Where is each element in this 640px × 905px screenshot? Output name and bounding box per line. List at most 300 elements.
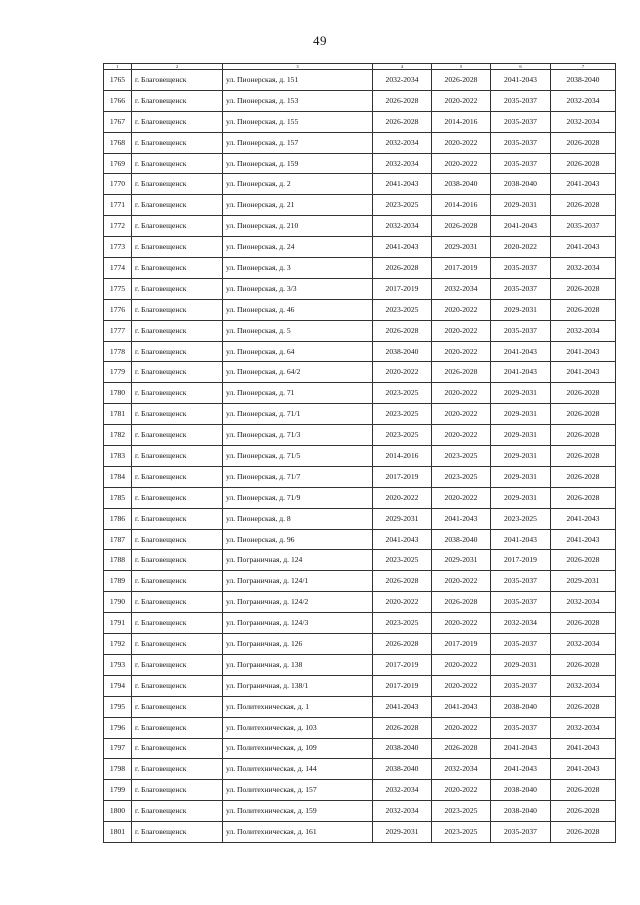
- period-cell-col6: 2038-2040: [491, 696, 551, 717]
- period-cell-col4: 2032-2034: [373, 70, 432, 91]
- period-cell-col5: 2020-2022: [432, 153, 491, 174]
- row-number-cell: 1797: [104, 738, 132, 759]
- table-row: [104, 132, 616, 153]
- row-number-cell: 1801: [104, 822, 132, 843]
- period-cell-col5: 2020-2022: [432, 654, 491, 675]
- table-row: [104, 508, 616, 529]
- row-number-cell: 1778: [104, 341, 132, 362]
- period-cell-col4: 2023-2025: [373, 383, 432, 404]
- period-cell-col6: 2041-2043: [491, 759, 551, 780]
- period-cell-col6: 2035-2037: [491, 675, 551, 696]
- city-cell: г. Благовещенск: [132, 425, 223, 446]
- city-cell: г. Благовещенск: [132, 822, 223, 843]
- period-cell-col7: 2032-2034: [551, 90, 616, 111]
- period-cell-col5: 2020-2022: [432, 675, 491, 696]
- city-cell: г. Благовещенск: [132, 654, 223, 675]
- period-cell-col7: 2026-2028: [551, 299, 616, 320]
- period-cell-col6: 2035-2037: [491, 153, 551, 174]
- city-cell: г. Благовещенск: [132, 153, 223, 174]
- period-cell-col4: 2026-2028: [373, 258, 432, 279]
- city-cell: г. Благовещенск: [132, 216, 223, 237]
- housing-register-table: [103, 63, 616, 843]
- city-cell: г. Благовещенск: [132, 237, 223, 258]
- address-cell: ул. Пограничная, д. 124/1: [223, 571, 373, 592]
- period-cell-col5: 2020-2022: [432, 780, 491, 801]
- city-cell: г. Благовещенск: [132, 132, 223, 153]
- period-cell-col6: 2035-2037: [491, 822, 551, 843]
- period-cell-col7: 2032-2034: [551, 717, 616, 738]
- period-cell-col4: 2032-2034: [373, 216, 432, 237]
- address-cell: ул. Пограничная, д. 124: [223, 550, 373, 571]
- city-cell: г. Благовещенск: [132, 195, 223, 216]
- column-number-cell: 3: [223, 64, 373, 70]
- row-number-cell: 1773: [104, 237, 132, 258]
- period-cell-col4: 2017-2019: [373, 654, 432, 675]
- row-number-cell: 1772: [104, 216, 132, 237]
- table-row: [104, 320, 616, 341]
- period-cell-col6: 2041-2043: [491, 362, 551, 383]
- row-number-cell: 1792: [104, 634, 132, 655]
- address-cell: ул. Пионерская, д. 71/9: [223, 487, 373, 508]
- address-cell: ул. Политехническая, д. 1: [223, 696, 373, 717]
- period-cell-col6: 2035-2037: [491, 278, 551, 299]
- city-cell: г. Благовещенск: [132, 446, 223, 467]
- period-cell-col6: 2035-2037: [491, 90, 551, 111]
- period-cell-col7: 2026-2028: [551, 801, 616, 822]
- row-number-cell: 1796: [104, 717, 132, 738]
- table-row: [104, 487, 616, 508]
- period-cell-col7: 2026-2028: [551, 132, 616, 153]
- period-cell-col7: 2026-2028: [551, 654, 616, 675]
- city-cell: г. Благовещенск: [132, 717, 223, 738]
- city-cell: г. Благовещенск: [132, 801, 223, 822]
- period-cell-col7: 2026-2028: [551, 487, 616, 508]
- period-cell-col6: 2041-2043: [491, 529, 551, 550]
- period-cell-col4: 2026-2028: [373, 111, 432, 132]
- row-number-cell: 1784: [104, 466, 132, 487]
- table-row: [104, 738, 616, 759]
- address-cell: ул. Пионерская, д. 5: [223, 320, 373, 341]
- period-cell-col5: 2041-2043: [432, 508, 491, 529]
- city-cell: г. Благовещенск: [132, 508, 223, 529]
- table-row: [104, 383, 616, 404]
- period-cell-col5: 2020-2022: [432, 90, 491, 111]
- address-cell: ул. Пионерская, д. 71/5: [223, 446, 373, 467]
- period-cell-col4: 2029-2031: [373, 508, 432, 529]
- address-cell: ул. Пионерская, д. 71/3: [223, 425, 373, 446]
- period-cell-col5: 2026-2028: [432, 592, 491, 613]
- period-cell-col7: 2026-2028: [551, 383, 616, 404]
- row-number-cell: 1795: [104, 696, 132, 717]
- period-cell-col4: 2026-2028: [373, 571, 432, 592]
- period-cell-col6: 2029-2031: [491, 654, 551, 675]
- period-cell-col5: 2038-2040: [432, 529, 491, 550]
- address-cell: ул. Пионерская, д. 71/7: [223, 466, 373, 487]
- row-number-cell: 1783: [104, 446, 132, 467]
- period-cell-col4: 2020-2022: [373, 362, 432, 383]
- table-row: [104, 654, 616, 675]
- period-cell-col4: 2041-2043: [373, 174, 432, 195]
- row-number-cell: 1774: [104, 258, 132, 279]
- address-cell: ул. Пионерская, д. 157: [223, 132, 373, 153]
- period-cell-col6: 2041-2043: [491, 216, 551, 237]
- table-row: [104, 529, 616, 550]
- period-cell-col4: 2023-2025: [373, 550, 432, 571]
- period-cell-col6: 2032-2034: [491, 613, 551, 634]
- period-cell-col4: 2029-2031: [373, 822, 432, 843]
- row-number-cell: 1766: [104, 90, 132, 111]
- period-cell-col7: 2026-2028: [551, 404, 616, 425]
- period-cell-col5: 2017-2019: [432, 258, 491, 279]
- period-cell-col5: 2032-2034: [432, 278, 491, 299]
- period-cell-col7: 2041-2043: [551, 759, 616, 780]
- column-number-cell: 7: [551, 64, 616, 70]
- period-cell-col5: 2020-2022: [432, 717, 491, 738]
- table-row: [104, 216, 616, 237]
- period-cell-col6: 2035-2037: [491, 634, 551, 655]
- period-cell-col7: 2032-2034: [551, 111, 616, 132]
- table-row: [104, 696, 616, 717]
- period-cell-col6: 2029-2031: [491, 404, 551, 425]
- period-cell-col6: 2035-2037: [491, 132, 551, 153]
- period-cell-col7: 2038-2040: [551, 70, 616, 91]
- table-row: [104, 237, 616, 258]
- period-cell-col6: 2035-2037: [491, 592, 551, 613]
- period-cell-col4: 2017-2019: [373, 278, 432, 299]
- address-cell: ул. Пионерская, д. 96: [223, 529, 373, 550]
- period-cell-col6: 2017-2019: [491, 550, 551, 571]
- address-cell: ул. Пионерская, д. 71/1: [223, 404, 373, 425]
- period-cell-col6: 2029-2031: [491, 446, 551, 467]
- row-number-cell: 1793: [104, 654, 132, 675]
- period-cell-col5: 2026-2028: [432, 70, 491, 91]
- city-cell: г. Благовещенск: [132, 90, 223, 111]
- row-number-cell: 1786: [104, 508, 132, 529]
- table-row: [104, 258, 616, 279]
- city-cell: г. Благовещенск: [132, 111, 223, 132]
- city-cell: г. Благовещенск: [132, 258, 223, 279]
- period-cell-col7: 2026-2028: [551, 278, 616, 299]
- period-cell-col7: 2041-2043: [551, 174, 616, 195]
- period-cell-col4: 2023-2025: [373, 613, 432, 634]
- address-cell: ул. Пионерская, д. 71: [223, 383, 373, 404]
- city-cell: г. Благовещенск: [132, 362, 223, 383]
- page-number: 49: [313, 33, 327, 48]
- period-cell-col6: 2029-2031: [491, 195, 551, 216]
- period-cell-col5: 2032-2034: [432, 759, 491, 780]
- city-cell: г. Благовещенск: [132, 696, 223, 717]
- period-cell-col5: 2020-2022: [432, 613, 491, 634]
- table-row: [104, 550, 616, 571]
- row-number-cell: 1782: [104, 425, 132, 446]
- period-cell-col6: 2029-2031: [491, 299, 551, 320]
- period-cell-col4: 2017-2019: [373, 466, 432, 487]
- period-cell-col5: 2020-2022: [432, 487, 491, 508]
- table-row: [104, 153, 616, 174]
- row-number-cell: 1769: [104, 153, 132, 174]
- period-cell-col5: 2020-2022: [432, 132, 491, 153]
- period-cell-col7: 2026-2028: [551, 696, 616, 717]
- period-cell-col7: 2041-2043: [551, 529, 616, 550]
- table-row: [104, 675, 616, 696]
- period-cell-col7: 2032-2034: [551, 592, 616, 613]
- city-cell: г. Благовещенск: [132, 675, 223, 696]
- city-cell: г. Благовещенск: [132, 299, 223, 320]
- row-number-cell: 1787: [104, 529, 132, 550]
- city-cell: г. Благовещенск: [132, 487, 223, 508]
- city-cell: г. Благовещенск: [132, 278, 223, 299]
- table-row: [104, 404, 616, 425]
- period-cell-col7: 2026-2028: [551, 780, 616, 801]
- city-cell: г. Благовещенск: [132, 592, 223, 613]
- table-row: [104, 111, 616, 132]
- column-number-cell: 5: [432, 64, 491, 70]
- table-row: [104, 571, 616, 592]
- period-cell-col7: 2032-2034: [551, 675, 616, 696]
- table-row: [104, 425, 616, 446]
- column-number-cell: 2: [132, 64, 223, 70]
- address-cell: ул. Пионерская, д. 24: [223, 237, 373, 258]
- period-cell-col7: 2026-2028: [551, 822, 616, 843]
- period-cell-col7: 2026-2028: [551, 425, 616, 446]
- city-cell: г. Благовещенск: [132, 320, 223, 341]
- period-cell-col6: 2035-2037: [491, 320, 551, 341]
- period-cell-col5: 2020-2022: [432, 383, 491, 404]
- period-cell-col7: 2032-2034: [551, 320, 616, 341]
- period-cell-col7: 2026-2028: [551, 613, 616, 634]
- period-cell-col4: 2032-2034: [373, 153, 432, 174]
- city-cell: г. Благовещенск: [132, 738, 223, 759]
- period-cell-col4: 2023-2025: [373, 195, 432, 216]
- period-cell-col5: 2017-2019: [432, 634, 491, 655]
- address-cell: ул. Политехническая, д. 161: [223, 822, 373, 843]
- period-cell-col5: 2026-2028: [432, 362, 491, 383]
- row-number-cell: 1785: [104, 487, 132, 508]
- address-cell: ул. Политехническая, д. 157: [223, 780, 373, 801]
- row-number-cell: 1771: [104, 195, 132, 216]
- period-cell-col7: 2041-2043: [551, 508, 616, 529]
- table-row: [104, 70, 616, 91]
- row-number-cell: 1779: [104, 362, 132, 383]
- period-cell-col5: 2020-2022: [432, 320, 491, 341]
- period-cell-col4: 2026-2028: [373, 634, 432, 655]
- period-cell-col7: 2035-2037: [551, 216, 616, 237]
- period-cell-col6: 2041-2043: [491, 341, 551, 362]
- address-cell: ул. Пионерская, д. 46: [223, 299, 373, 320]
- period-cell-col7: 2041-2043: [551, 237, 616, 258]
- period-cell-col5: 2014-2016: [432, 111, 491, 132]
- period-cell-col4: 2041-2043: [373, 696, 432, 717]
- row-number-cell: 1791: [104, 613, 132, 634]
- period-cell-col6: 2035-2037: [491, 111, 551, 132]
- period-cell-col5: 2023-2025: [432, 822, 491, 843]
- row-number-cell: 1800: [104, 801, 132, 822]
- period-cell-col4: 2023-2025: [373, 299, 432, 320]
- period-cell-col4: 2014-2016: [373, 446, 432, 467]
- row-number-cell: 1794: [104, 675, 132, 696]
- address-cell: ул. Пограничная, д. 138: [223, 654, 373, 675]
- row-number-cell: 1789: [104, 571, 132, 592]
- period-cell-col5: 2020-2022: [432, 299, 491, 320]
- table-row: [104, 634, 616, 655]
- period-cell-col6: 2020-2022: [491, 237, 551, 258]
- table-row: [104, 759, 616, 780]
- table-row: [104, 822, 616, 843]
- period-cell-col4: 2023-2025: [373, 425, 432, 446]
- period-cell-col5: 2038-2040: [432, 174, 491, 195]
- table-row: [104, 801, 616, 822]
- period-cell-col6: 2029-2031: [491, 487, 551, 508]
- period-cell-col7: 2026-2028: [551, 153, 616, 174]
- city-cell: г. Благовещенск: [132, 571, 223, 592]
- period-cell-col6: 2041-2043: [491, 70, 551, 91]
- row-number-cell: 1781: [104, 404, 132, 425]
- period-cell-col4: 2026-2028: [373, 717, 432, 738]
- period-cell-col4: 2038-2040: [373, 738, 432, 759]
- period-cell-col4: 2017-2019: [373, 675, 432, 696]
- row-number-cell: 1775: [104, 278, 132, 299]
- row-number-cell: 1776: [104, 299, 132, 320]
- period-cell-col4: 2023-2025: [373, 404, 432, 425]
- period-cell-col6: 2038-2040: [491, 801, 551, 822]
- table-row: [104, 592, 616, 613]
- row-number-cell: 1788: [104, 550, 132, 571]
- city-cell: г. Благовещенск: [132, 70, 223, 91]
- table-row: [104, 446, 616, 467]
- table-row: [104, 466, 616, 487]
- address-cell: ул. Пограничная, д. 126: [223, 634, 373, 655]
- period-cell-col5: 2020-2022: [432, 341, 491, 362]
- period-cell-col6: 2035-2037: [491, 717, 551, 738]
- period-cell-col6: 2038-2040: [491, 174, 551, 195]
- period-cell-col6: 2023-2025: [491, 508, 551, 529]
- period-cell-col7: 2032-2034: [551, 634, 616, 655]
- period-cell-col5: 2029-2031: [432, 237, 491, 258]
- period-cell-col4: 2038-2040: [373, 759, 432, 780]
- city-cell: г. Благовещенск: [132, 529, 223, 550]
- table-row: [104, 174, 616, 195]
- period-cell-col5: 2041-2043: [432, 696, 491, 717]
- period-cell-col4: 2041-2043: [373, 237, 432, 258]
- address-cell: ул. Политехническая, д. 159: [223, 801, 373, 822]
- row-number-cell: 1790: [104, 592, 132, 613]
- city-cell: г. Благовещенск: [132, 174, 223, 195]
- address-cell: ул. Пионерская, д. 3: [223, 258, 373, 279]
- city-cell: г. Благовещенск: [132, 780, 223, 801]
- column-number-cell: 4: [373, 64, 432, 70]
- address-cell: ул. Политехническая, д. 103: [223, 717, 373, 738]
- address-cell: ул. Пограничная, д. 138/1: [223, 675, 373, 696]
- row-number-cell: 1780: [104, 383, 132, 404]
- row-number-cell: 1799: [104, 780, 132, 801]
- period-cell-col7: 2032-2034: [551, 258, 616, 279]
- period-cell-col4: 2038-2040: [373, 341, 432, 362]
- address-cell: ул. Политехническая, д. 144: [223, 759, 373, 780]
- period-cell-col7: 2026-2028: [551, 550, 616, 571]
- address-cell: ул. Пионерская, д. 64: [223, 341, 373, 362]
- address-cell: ул. Пионерская, д. 159: [223, 153, 373, 174]
- address-cell: ул. Политехническая, д. 109: [223, 738, 373, 759]
- address-cell: ул. Пионерская, д. 155: [223, 111, 373, 132]
- city-cell: г. Благовещенск: [132, 613, 223, 634]
- period-cell-col6: 2035-2037: [491, 258, 551, 279]
- period-cell-col6: 2029-2031: [491, 425, 551, 446]
- city-cell: г. Благовещенск: [132, 466, 223, 487]
- table-row: [104, 780, 616, 801]
- period-cell-col4: 2032-2034: [373, 132, 432, 153]
- row-number-cell: 1770: [104, 174, 132, 195]
- address-cell: ул. Пионерская, д. 8: [223, 508, 373, 529]
- row-number-cell: 1768: [104, 132, 132, 153]
- period-cell-col5: 2023-2025: [432, 446, 491, 467]
- period-cell-col4: 2026-2028: [373, 90, 432, 111]
- address-cell: ул. Пионерская, д. 64/2: [223, 362, 373, 383]
- city-cell: г. Благовещенск: [132, 341, 223, 362]
- row-number-cell: 1798: [104, 759, 132, 780]
- period-cell-col6: 2038-2040: [491, 780, 551, 801]
- period-cell-col7: 2026-2028: [551, 446, 616, 467]
- period-cell-col5: 2029-2031: [432, 550, 491, 571]
- table-row: [104, 299, 616, 320]
- period-cell-col4: 2041-2043: [373, 529, 432, 550]
- period-cell-col5: 2020-2022: [432, 571, 491, 592]
- period-cell-col4: 2020-2022: [373, 592, 432, 613]
- table-row: [104, 613, 616, 634]
- table-row: [104, 362, 616, 383]
- table-row: [104, 278, 616, 299]
- period-cell-col4: 2032-2034: [373, 801, 432, 822]
- period-cell-col7: 2029-2031: [551, 571, 616, 592]
- period-cell-col4: 2020-2022: [373, 487, 432, 508]
- period-cell-col7: 2026-2028: [551, 195, 616, 216]
- address-cell: ул. Пионерская, д. 153: [223, 90, 373, 111]
- table-row: [104, 195, 616, 216]
- city-cell: г. Благовещенск: [132, 404, 223, 425]
- period-cell-col6: 2035-2037: [491, 571, 551, 592]
- period-cell-col5: 2026-2028: [432, 216, 491, 237]
- table-row: [104, 717, 616, 738]
- address-cell: ул. Пионерская, д. 3/3: [223, 278, 373, 299]
- table-row: [104, 90, 616, 111]
- city-cell: г. Благовещенск: [132, 634, 223, 655]
- address-cell: ул. Пионерская, д. 21: [223, 195, 373, 216]
- city-cell: г. Благовещенск: [132, 759, 223, 780]
- period-cell-col7: 2041-2043: [551, 738, 616, 759]
- period-cell-col5: 2026-2028: [432, 738, 491, 759]
- row-number-cell: 1765: [104, 70, 132, 91]
- period-cell-col6: 2041-2043: [491, 738, 551, 759]
- address-cell: ул. Пограничная, д. 124/2: [223, 592, 373, 613]
- period-cell-col6: 2029-2031: [491, 383, 551, 404]
- period-cell-col7: 2041-2043: [551, 362, 616, 383]
- address-cell: ул. Пионерская, д. 151: [223, 70, 373, 91]
- row-number-cell: 1777: [104, 320, 132, 341]
- period-cell-col7: 2041-2043: [551, 341, 616, 362]
- period-cell-col7: 2026-2028: [551, 466, 616, 487]
- city-cell: г. Благовещенск: [132, 383, 223, 404]
- table-row: [104, 341, 616, 362]
- period-cell-col5: 2023-2025: [432, 801, 491, 822]
- period-cell-col5: 2020-2022: [432, 425, 491, 446]
- period-cell-col6: 2029-2031: [491, 466, 551, 487]
- period-cell-col4: 2032-2034: [373, 780, 432, 801]
- period-cell-col4: 2026-2028: [373, 320, 432, 341]
- period-cell-col5: 2014-2016: [432, 195, 491, 216]
- period-cell-col5: 2023-2025: [432, 466, 491, 487]
- column-number-cell: 6: [491, 64, 551, 70]
- city-cell: г. Благовещенск: [132, 550, 223, 571]
- address-cell: ул. Пионерская, д. 210: [223, 216, 373, 237]
